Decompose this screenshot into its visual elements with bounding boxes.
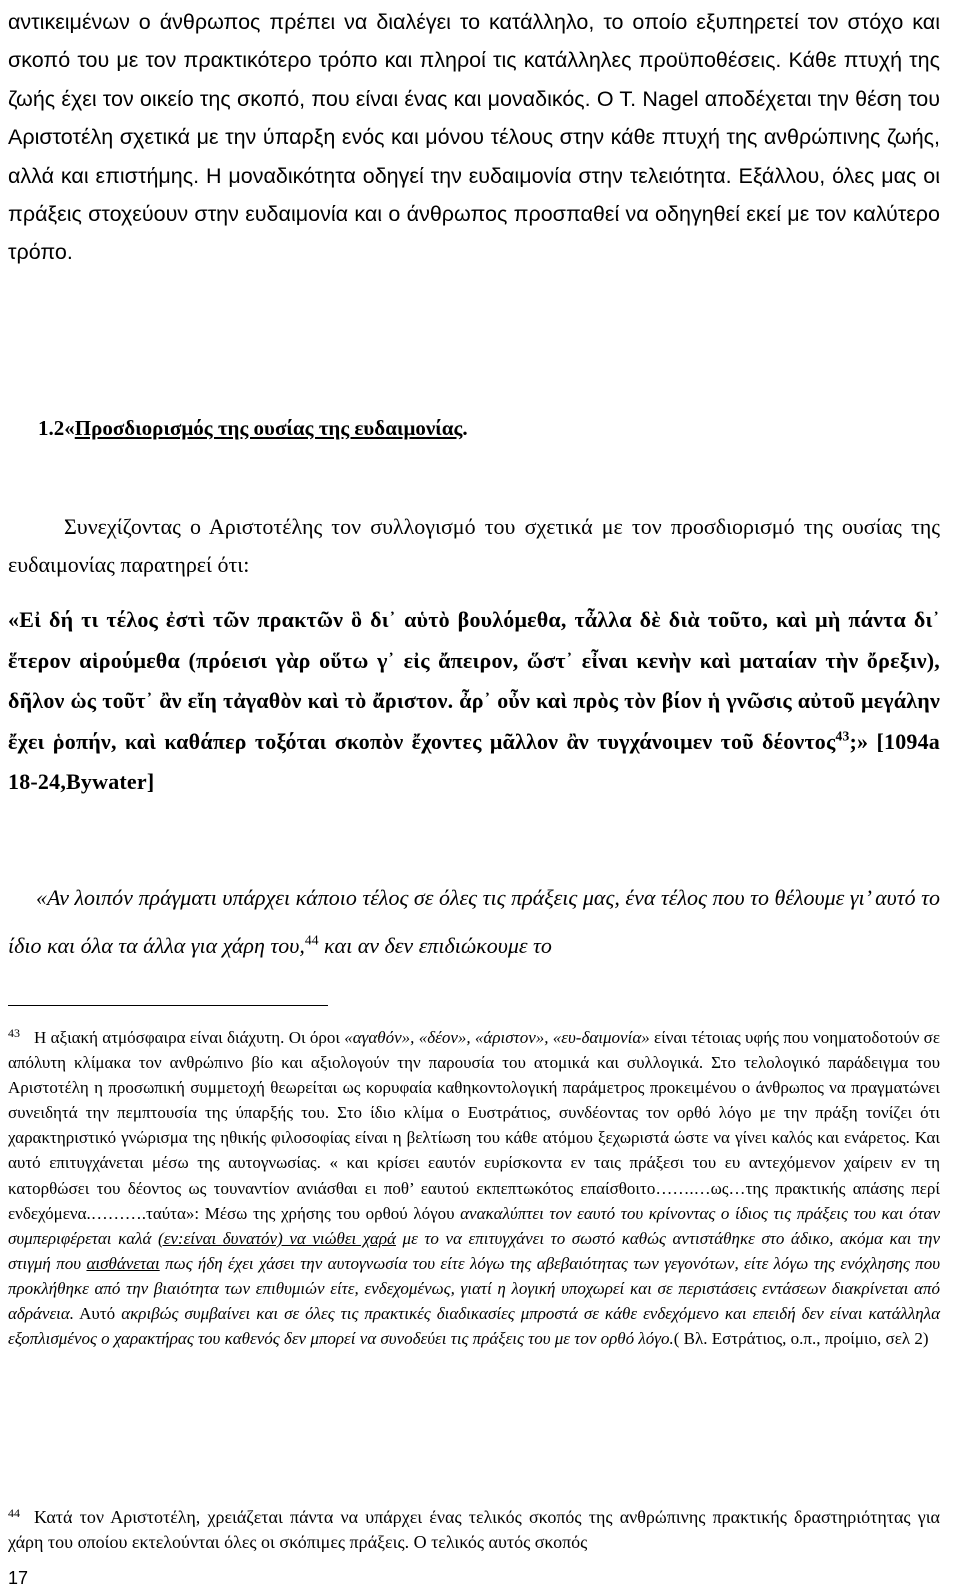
footnote-43-number: 43	[8, 1026, 20, 1040]
lead-paragraph: Συνεχίζοντας ο Αριστοτέλης τον συλλογισμό του σχετικά με τον προσδιορισμό της ουσίας της ευδαιμονίας παρατηρεί ότι:	[8, 514, 940, 578]
footnote-43-text-3: Αυτό	[74, 1304, 122, 1324]
translation-text: «Αν λοιπόν πράγματι υπάρχει κάποιο τέλος σε όλες τις πράξεις μας, ένα τέλος που το θέλουμε γι’ αυτό το ίδιο και όλα τα άλλα για χάρη του,	[8, 885, 940, 958]
section-title: Προσδιορισμός της ουσίας της ευδαιμονίας	[74, 416, 463, 440]
footnote-43-italic-a: ανακαλύπτει τον εαυτό του κρίνοντας ο ίδιος τις πράξεις του και όταν συμπεριφέρεται καλά	[8, 1203, 940, 1248]
page-number: 17	[8, 1568, 29, 1588]
greek-quote-citation: ;» [1094a 18-24,Bywater]	[8, 728, 940, 794]
section-number: 1.2«	[38, 416, 75, 440]
footnote-43-citation: ( Βλ. Εστράτιος, ο.π., προίμιο, σελ 2)	[673, 1329, 929, 1349]
translation-quote	[8, 874, 940, 970]
footnote-43-text-1: Η αξιακή ατμόσφαιρα είναι διάχυτη. Οι όροι	[34, 1028, 345, 1047]
footnote-43-terms: «αγαθόν», «δέον», «άριστον», «ευ-δαιμονία»	[344, 1028, 650, 1047]
footnote-44	[8, 1501, 940, 1555]
footnote-separator	[8, 1005, 328, 1006]
section-heading	[38, 416, 468, 441]
footnote-44-text: Κατά τον Αριστοτέλη, χρειάζεται πάντα να υπάρχει ένας τελικός σκοπός της ανθρώπινης πρακτικής δραστηριότητας για χάρη του οποίου εκτελούνται όλες οι σκόπιμες πράξεις. Ο τελικός αυτός σκοπός	[8, 1507, 940, 1553]
footnote-43-underlined: (εν:είναι δυνατόν) να νιώθει χαρά	[158, 1228, 396, 1248]
footnote-43-italic-b: με το να επιτυγχάνει το σωστό καθώς αντιστάθηκε στο άδικο, ακόμα και την στιγμή που	[8, 1228, 940, 1273]
section-title-end: .	[462, 416, 468, 440]
footnote-43-italic-d: ακριβώς συμβαίνει και σε όλες τις πρακτικές διαδικασίες μπροστά σε κάθε ενδεχόμενο και επειδή δεν είναι κατάλληλα εξοπλισμένος ο χαρακτήρας του καθενός δεν μπορεί να συνοδεύει τις πράξεις του με τον ορθό λόγο.	[8, 1304, 941, 1349]
footnote-ref-43[interactable]: 43	[835, 728, 850, 744]
footnote-43-text-2: είναι τέτοιας υφής που νοηματοδοτούν σε απόλυτη κλίμακα τον ανθρώπινο βίο και αξιολογούν την παρουσία του ατομικά και συλλογικά. Στο τελολογικό παράδειγμα του Αριστοτέλη η προσωπική συμμετοχή θεωρείται ως κορυφαία καθηκοντολογική παράμετρος προκειμένου ο άνθρωπος να πραγματώνει συνειδητά την πεμπτουσία της ύπαρξής του. Στο ίδιο κλίμα ο Ευστράτιος, συνδέοντας τον ορθό λόγο με την πράξη τονίζει ότι χαρακτηριστικό γνώρισμα της ηθικής φιλοσοφίας είναι η βελτίωση του κάθε ατόμου ξεχωριστά ώστε να γίνει καλός και ενάρετος. Και αυτό επιτυγχάνεται μέσω της αυτογνωσίας. « και κρίσει εαυτόν ευρίσκοντα εν ταις πράξεσι του ευ αντεχόμενον χαίρειν εν τη κατορθώσει του δέοντος ως τουναντίον ανιάσθαι ει ποθ’ εαυτού εκπεπτωκότος επαίσθοιτο…….…ως…της πρακτικής απάσης περί ενδεχόμενα.……….ταύτα»: Μέσω της χρήσης του ορθού λόγου	[8, 1028, 940, 1223]
footnote-43-italic-c: πως ήδη έχει χάσει την αυτογνωσία του είτε λόγω της αβεβαιότητας των γεγονότων, είτε λόγω της ενόχλησης που προκλήθηκε από την βιαιότητα των επιθυμιών είτε, ενδεχομένως, γιατί η λογική υποχωρεί και σε περιστάσεις εντάσεων διακρίνεται από αδράνεια.	[8, 1253, 940, 1324]
footnote-43	[8, 1021, 940, 1351]
footnote-ref-44[interactable]: 44	[304, 932, 319, 948]
footnote-44-number: 44	[8, 1506, 20, 1520]
greek-quote	[8, 600, 940, 803]
greek-quote-text: «Εἰ δή τι τέλος ἐστὶ τῶν πρακτῶν ὃ δι᾽ αὑτὸ βουλόμεθα, τἆλλα δὲ διὰ τοῦτο, καὶ μὴ πάντα δι᾽ ἕτερον αἱρούμεθα (πρόεισι γὰρ οὕτω γ᾽ εἰς ἄπειρον, ὥστ᾽ εἶναι κενὴν καὶ ματαίαν τὴν ὄρεξιν), δῆλον ὡς τοῦτ᾽ ἂν εἴη τἀγαθὸν καὶ τὸ ἄριστον. ἆρ᾽ οὖν καὶ πρὸς τὸν βίον ἡ γνῶσις αὐτοῦ μεγάλην ἔχει ῥοπήν, καὶ καθάπερ τοξόται σκοπὸν ἔχοντες μᾶλλον ἂν τυγχάνοιμεν τοῦ δέοντος	[8, 607, 940, 754]
footnote-43-underlined-b: αισθάνεται	[86, 1253, 160, 1273]
translation-tail: και αν δεν επιδιώκουμε το	[318, 933, 552, 958]
intro-paragraph: αντικειμένων ο άνθρωπος πρέπει να διαλέγει το κατάλληλο, το οποίο εξυπηρετεί τον στόχο και σκοπό του με τον πρακτικότερο τρόπο και πληροί τις κατάλληλες προϋποθέσεις. Κάθε πτυχή της ζωής έχει τον οικείο της σκοπό, που είναι ένας και μοναδικός. Ο Τ. Nagel αποδέχεται την θέση του Αριστοτέλη σχετικά με την ύπαρξη ενός και μόνου τέλους στην κάθε πτυχή της ανθρώπινης ζωής, αλλά και επιστήμης. Η μοναδικότητα οδηγεί την ευδαιμονία στην τελειότητα. Εξάλλου, όλες μας οι πράξεις στοχεύουν στην ευδαιμονία και ο άνθρωπος προσπαθεί να οδηγηθεί εκεί με τον καλύτερο τρόπο.	[8, 10, 940, 265]
